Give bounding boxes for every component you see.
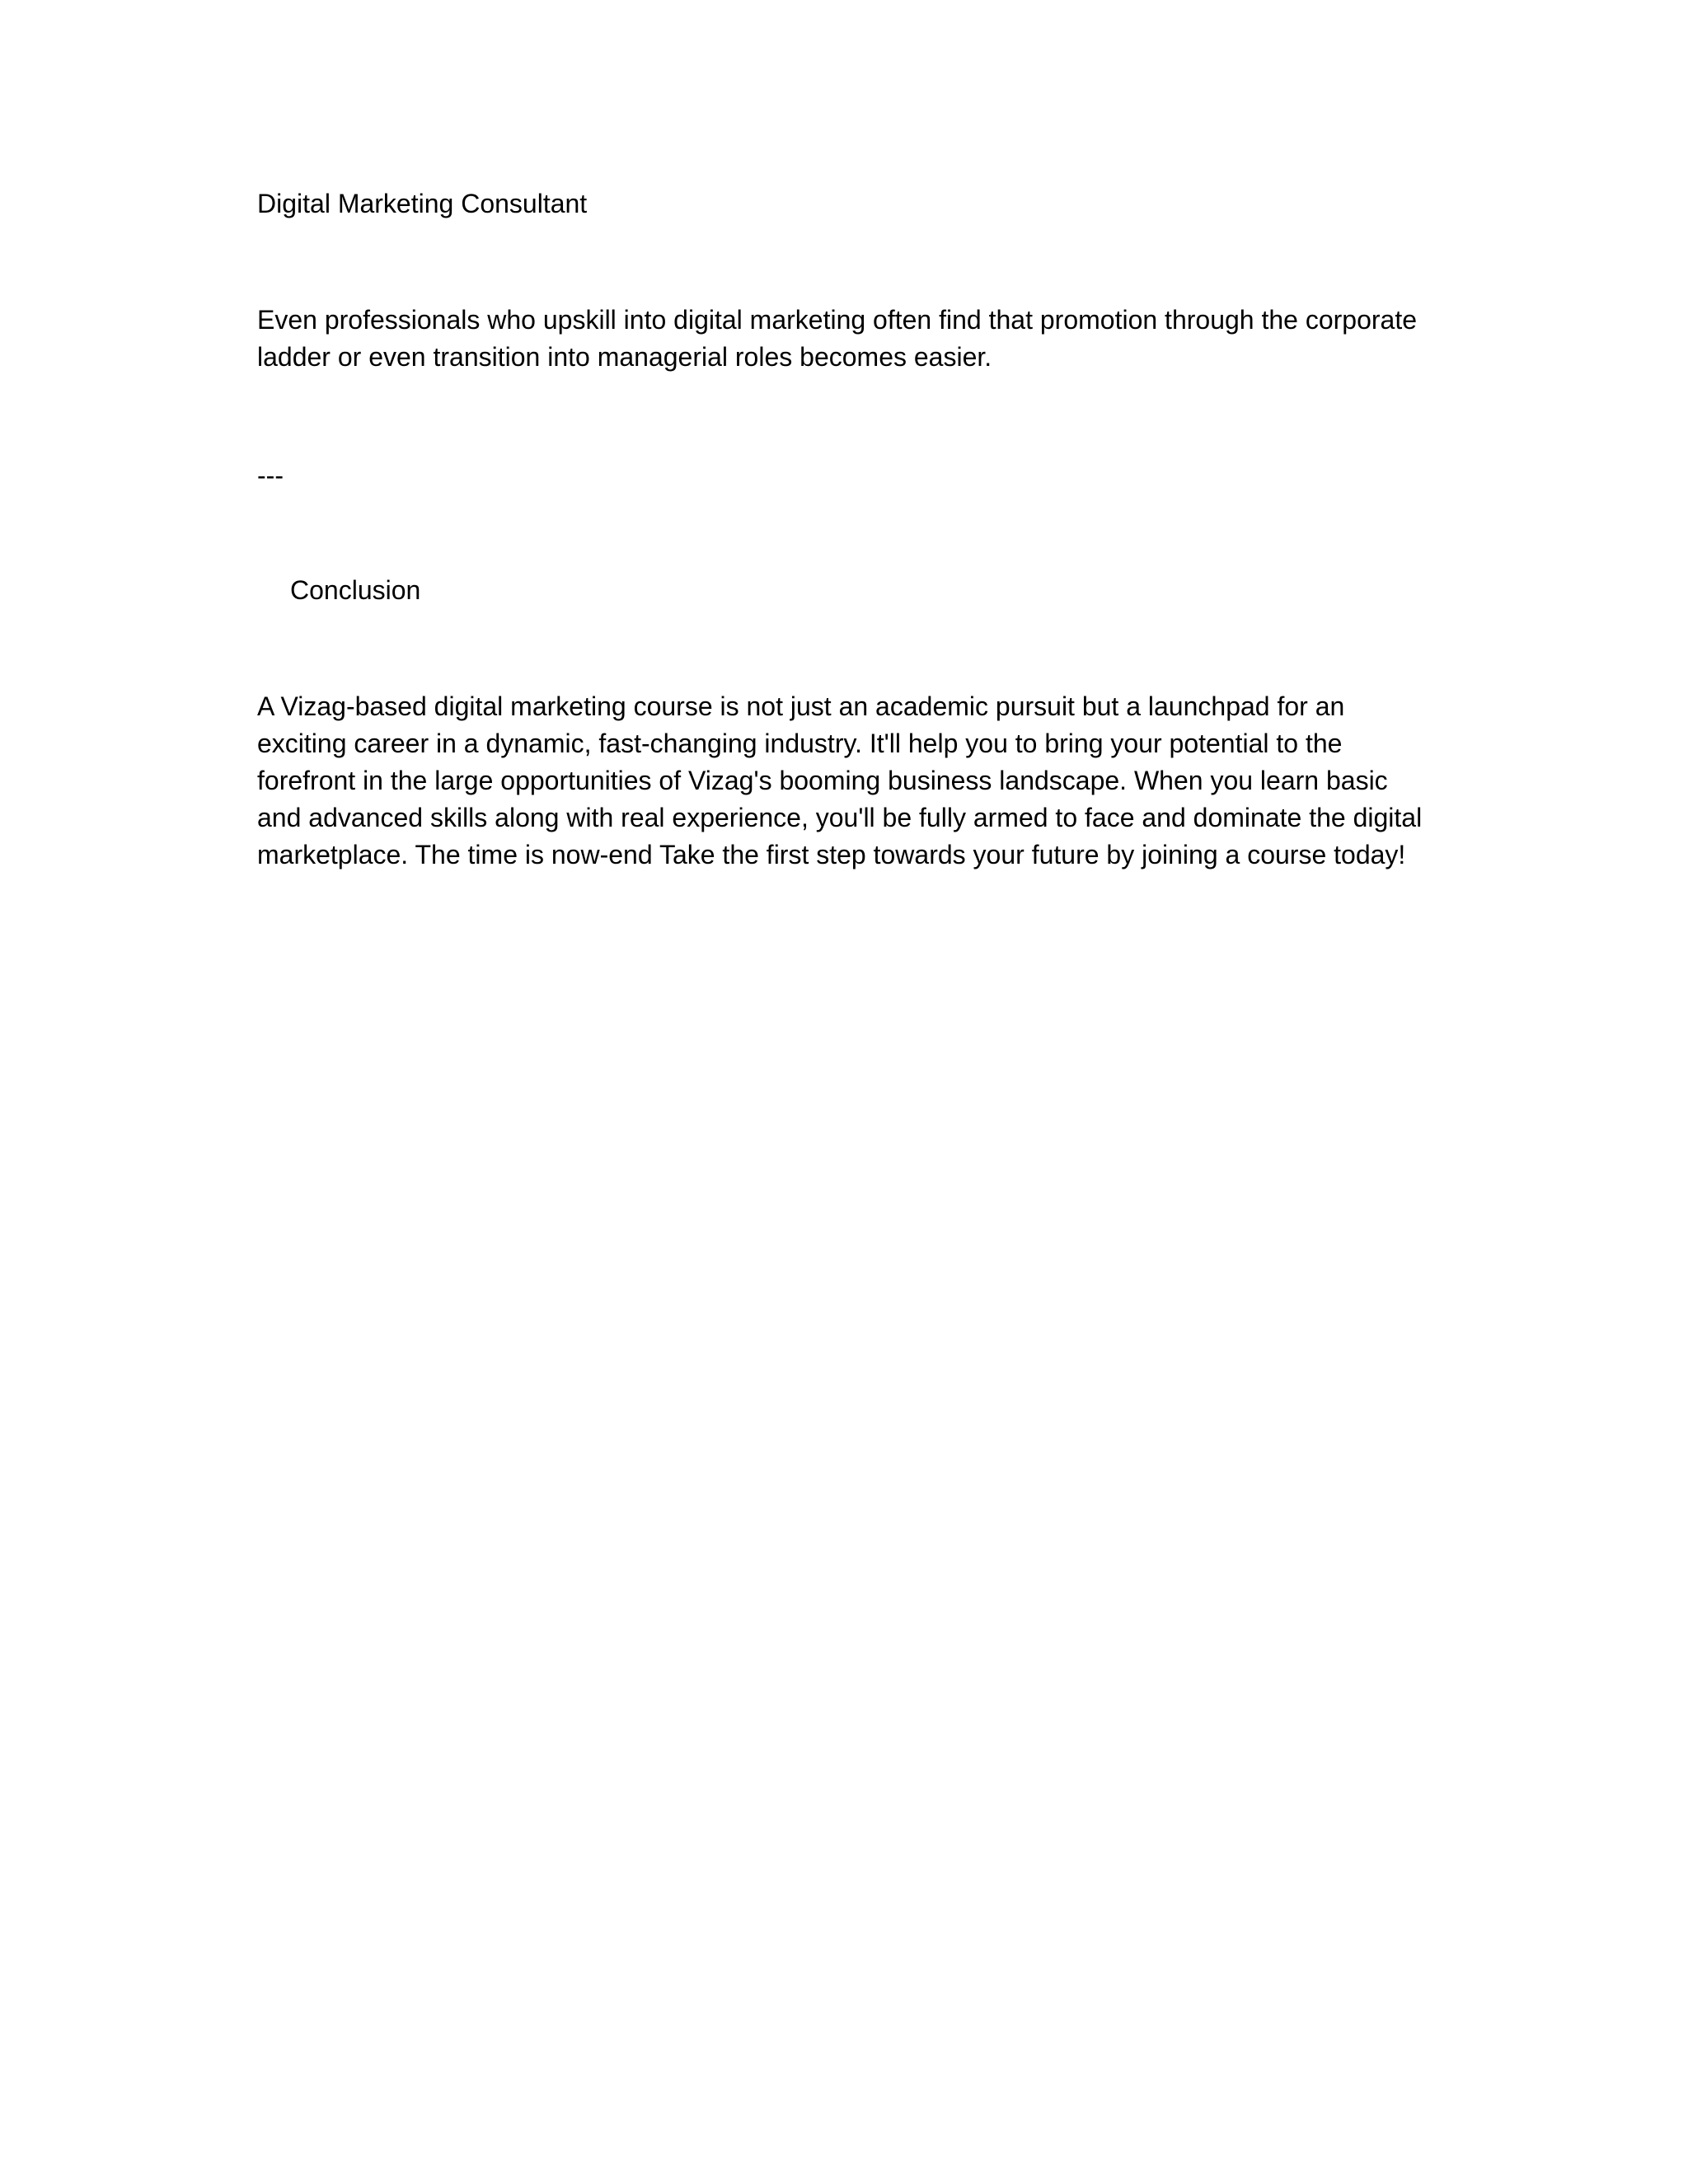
section-separator: ---: [257, 461, 284, 490]
document-heading: Digital Marketing Consultant: [257, 189, 588, 218]
conclusion-title: Conclusion: [290, 575, 421, 605]
paragraph-conclusion: A Vizag-based digital marketing course is not just an academic pursuit but a launchpad for an exciting career in a dynamic, fast-changing industry. It'll help you to bring your potential to the forefront in the large opportunities of Vizag's booming business landscape. When you learn basic and advanced skills along with real experience, you'll be fully armed to face and dominate the digital marketplace. The time is now-end Take the first step towards your future by joining a course today!: [257, 691, 1423, 869]
paragraph-upskill: Even professionals who upskill into digital marketing often find that promotion through the corporate ladder or even transition into managerial roles becomes easier.: [257, 305, 1418, 372]
